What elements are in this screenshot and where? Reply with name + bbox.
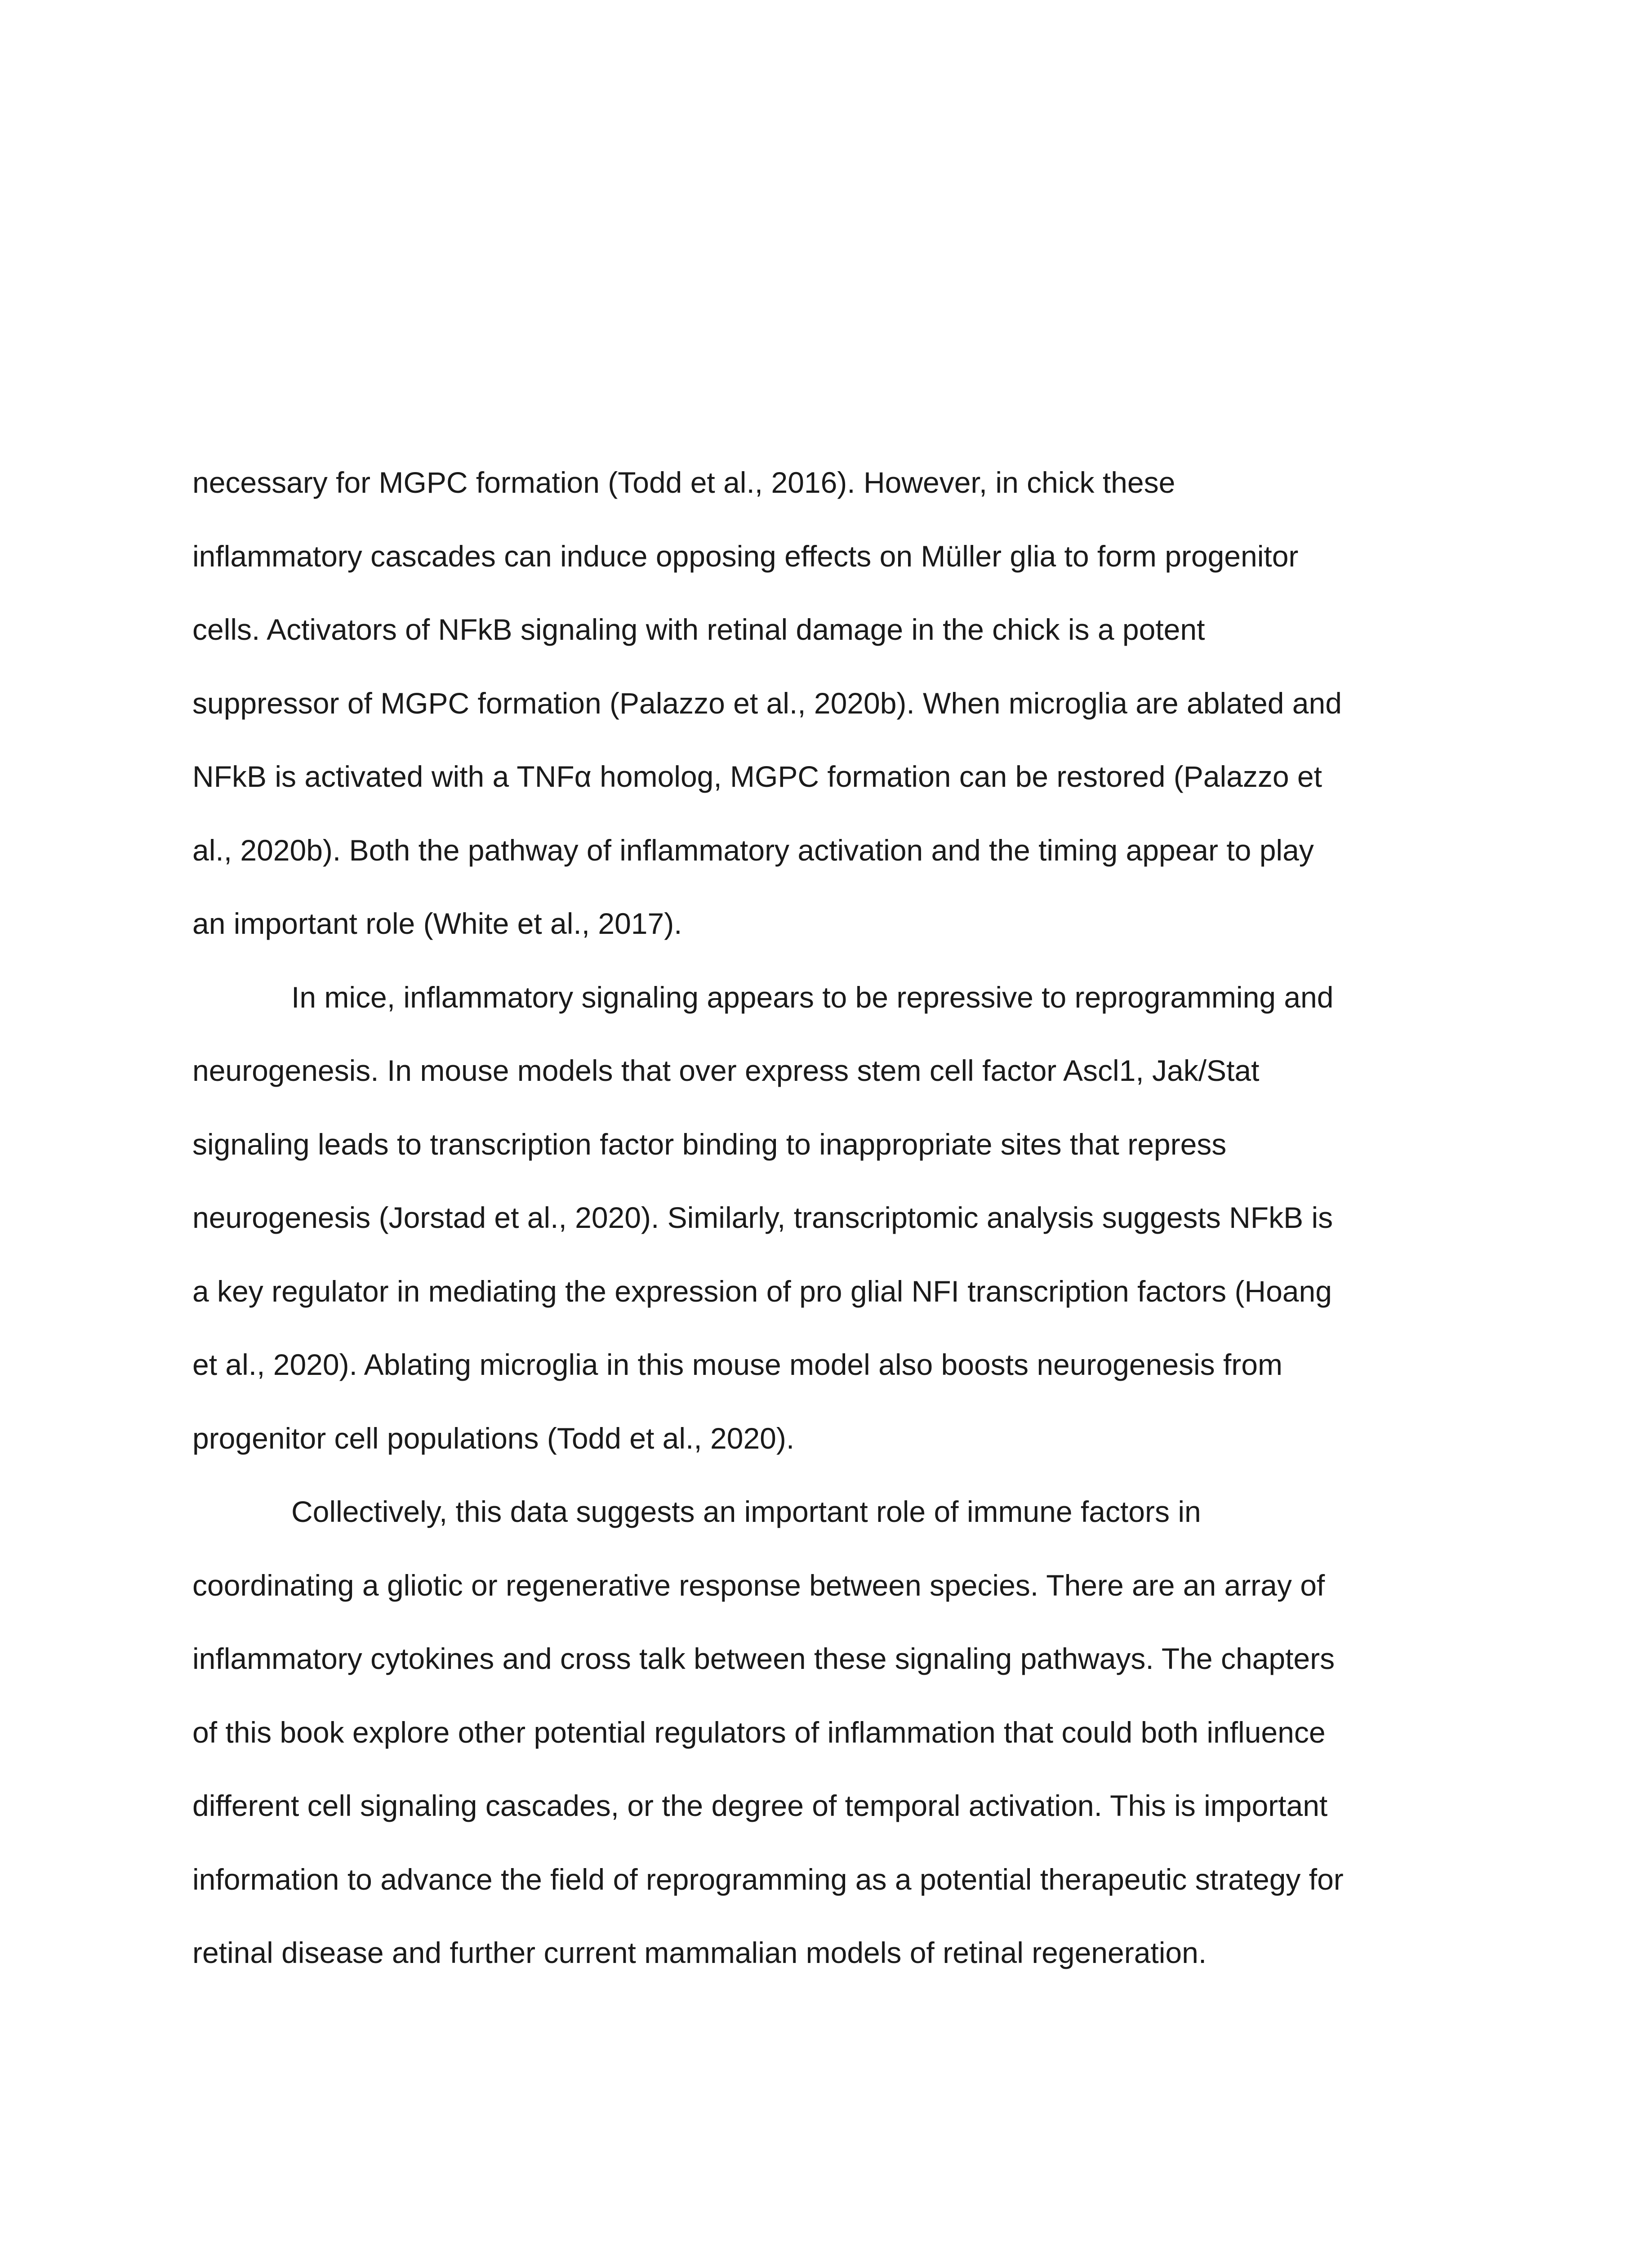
text-line: coordinating a gliotic or regenerative response between species. There are an array of xyxy=(192,1568,1325,1602)
text-line: different cell signaling cascades, or the degree of temporal activation. This is important xyxy=(192,1789,1328,1822)
text-line: inflammatory cytokines and cross talk between these signaling pathways. The chapters xyxy=(192,1642,1335,1675)
text-line: neurogenesis (Jorstad et al., 2020). Similarly, transcriptomic analysis suggests NFkB is xyxy=(192,1201,1333,1234)
text-line: NFkB is activated with a TNFα homolog, MGPC formation can be restored (Palazzo et xyxy=(192,760,1322,793)
text-line: a key regulator in mediating the expression of pro glial NFI transcription factors (Hoang xyxy=(192,1274,1332,1308)
text-line: inflammatory cascades can induce opposing effects on Müller glia to form progenitor xyxy=(192,539,1299,573)
text-line: In mice, inflammatory signaling appears to be repressive to reprogramming and xyxy=(291,980,1334,1014)
text-line: information to advance the field of reprogramming as a potential therapeutic strategy for xyxy=(192,1862,1344,1896)
paragraph-2 xyxy=(192,961,1460,1476)
text-line: al., 2020b). Both the pathway of inflammatory activation and the timing appear to play xyxy=(192,833,1314,867)
text-line: Collectively, this data suggests an important role of immune factors in xyxy=(291,1495,1201,1528)
text-line: of this book explore other potential regulators of inflammation that could both influence xyxy=(192,1715,1326,1749)
text-line: retinal disease and further current mammalian models of retinal regeneration. xyxy=(192,1936,1207,1969)
text-line: signaling leads to transcription factor binding to inappropriate sites that repress xyxy=(192,1127,1227,1161)
text-line: et al., 2020). Ablating microglia in this mouse model also boosts neurogenesis from xyxy=(192,1348,1282,1381)
text-line: neurogenesis. In mouse models that over express stem cell factor Ascl1, Jak/Stat xyxy=(192,1054,1260,1087)
text-line: progenitor cell populations (Todd et al., 2020). xyxy=(192,1421,795,1455)
text-line: an important role (White et al., 2017). xyxy=(192,907,682,940)
body-text xyxy=(192,446,1460,1990)
text-line: necessary for MGPC formation (Todd et al., 2016). However, in chick these xyxy=(192,466,1176,499)
text-line: cells. Activators of NFkB signaling with retinal damage in the chick is a potent xyxy=(192,613,1205,646)
paragraph-3 xyxy=(192,1475,1460,1990)
text-line: suppressor of MGPC formation (Palazzo et al., 2020b). When microglia are ablated and xyxy=(192,686,1342,720)
paragraph-1 xyxy=(192,446,1460,961)
